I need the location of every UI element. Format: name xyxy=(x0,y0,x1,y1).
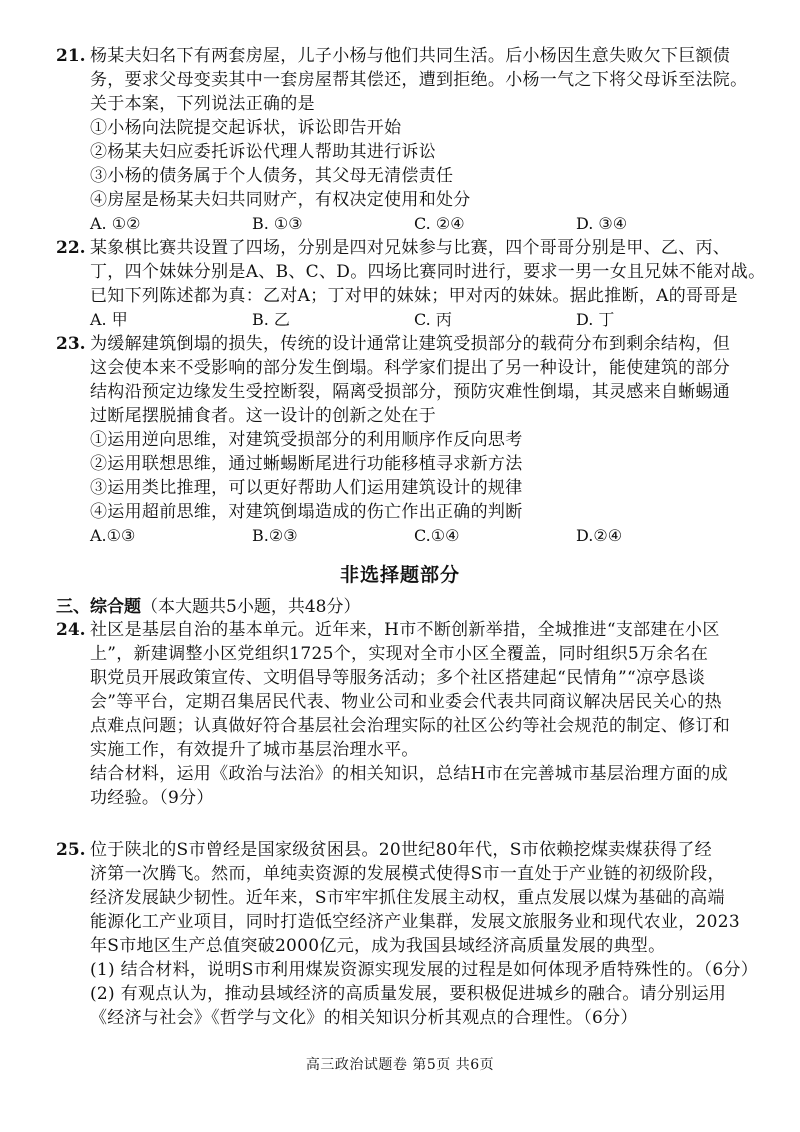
page-footer: 高三政治试题卷 第5页 共6页 xyxy=(305,1057,495,1073)
statement: ②运用联想思维，通过蜥蜴断尾进行功能移植寻求新方法 xyxy=(90,454,523,474)
statement: ①运用逆向思维，对建筑受损部分的利用顺序作反向思考 xyxy=(90,430,523,450)
question-line: 会”等平台，定期召集居民代表、物业公司和业委会代表共同商议解决居民关心的热 xyxy=(90,692,722,712)
question-line: 关于本案，下列说法正确的是 xyxy=(90,94,315,114)
choice-a: A.①③ xyxy=(90,526,136,545)
choice-c: C. ②④ xyxy=(414,214,465,233)
question-line: 杨某夫妇名下有两套房屋，儿子小杨与他们共同生活。后小杨因生意失败欠下巨额债 xyxy=(90,46,731,66)
choice-b: B. 乙 xyxy=(252,310,290,329)
question-line: 职党员开展政策宣传、文明倡导等服务活动；多个社区搭建起“民情角”“凉亭恳谈 xyxy=(90,668,706,688)
choice-d: D. 丁 xyxy=(576,310,615,329)
question-line: 某象棋比赛共设置了四场，分别是四对兄妹参与比赛，四个哥哥分别是甲、乙、丙、 xyxy=(90,238,731,258)
question-number: 25. xyxy=(56,840,86,860)
question-line: 这会使本来不受影响的部分发生倒塌。科学家们提出了另一种设计，能使建筑的部分 xyxy=(90,358,731,378)
question-25 xyxy=(56,838,766,1030)
part-note: （本大题共5小题，共48分） xyxy=(141,597,361,617)
sub-question: 《经济与社会》《哲学与文化》的相关知识分析其观点的合理性。（6分） xyxy=(90,1008,638,1028)
answer-choices xyxy=(56,524,766,548)
question-23 xyxy=(56,332,766,548)
question-line: 实施工作，有效提升了城市基层治理水平。 xyxy=(90,740,419,760)
statement: ③小杨的债务属于个人债务，其父母无清偿责任 xyxy=(90,166,454,186)
question-line: 年S市地区生产总值突破2000亿元，成为我国县域经济高质量发展的典型。 xyxy=(90,936,666,956)
question-line: 济第一次腾飞。然而，单纯卖资源的发展模式使得S市一直处于产业链的初级阶段， xyxy=(90,864,725,884)
question-line: 位于陕北的S市曾经是国家级贫困县。20世纪80年代，S市依赖挖煤卖煤获得了经 xyxy=(90,840,712,860)
question-line: 务，要求父母变卖其中一套房屋帮其偿还，遭到拒绝。小杨一气之下将父母诉至法院。 xyxy=(90,70,748,90)
answer-choices xyxy=(56,212,766,236)
statement: ④运用超前思维，对建筑倒塌造成的伤亡作出正确的判断 xyxy=(90,502,523,522)
question-line: 点难点问题；认真做好符合基层社会治理实际的社区公约等社会规范的制定、修订和 xyxy=(90,716,731,736)
part-label: 三、综合题 xyxy=(56,597,141,617)
question-number: 23. xyxy=(56,334,86,354)
statement: ①小杨向法院提交起诉状，诉讼即告开始 xyxy=(90,118,402,138)
choice-d: D.②④ xyxy=(576,526,623,545)
question-line: 已知下列陈述都为真：乙对A；丁对甲的妹妹；甲对丙的妹妹。据此推断，A的哥哥是 xyxy=(90,286,738,306)
section-title: 非选择题部分 xyxy=(339,564,460,586)
question-number: 24. xyxy=(56,620,86,640)
statement: ③运用类比推理，可以更好帮助人们运用建筑设计的规律 xyxy=(90,478,523,498)
statement: ②杨某夫妇应委托诉讼代理人帮助其进行诉讼 xyxy=(90,142,436,162)
question-line: 上”，新建调整小区党组织1725个，实现对全市小区全覆盖，同时组织5万余名在 xyxy=(90,644,709,664)
sub-question: (2) 有观点认为，推动县域经济的高质量发展，要积极促进城乡的融合。请分别运用 xyxy=(90,984,727,1004)
choice-a: A. 甲 xyxy=(90,310,128,329)
question-line: 结构沿预定边缘发生受控断裂，隔离受损部分，预防灾难性倒塌，其灵感来自蜥蜴通 xyxy=(90,382,731,402)
choice-c: C.①④ xyxy=(414,526,460,545)
question-21 xyxy=(56,44,766,236)
choice-a: A. ①② xyxy=(90,214,141,233)
question-number: 22. xyxy=(56,238,86,258)
question-22 xyxy=(56,236,766,332)
question-line: 能源化工产业项目，同时打造低空经济产业集群，发展文旅服务业和现代农业，2023 xyxy=(90,912,740,932)
question-number: 21. xyxy=(56,46,86,66)
answer-choices xyxy=(56,308,766,332)
choice-b: B. ①③ xyxy=(252,214,303,233)
question-line: 丁，四个妹妹分别是A、B、C、D。四场比赛同时进行，要求一男一女且兄妹不能对战。 xyxy=(90,262,766,282)
question-line: 社区是基层自治的基本单元。近年来，H市不断创新举措，全城推进“支部建在小区 xyxy=(90,620,720,640)
task-line: 结合材料，运用《政治与法治》的相关知识，总结H市在完善城市基层治理方面的成 xyxy=(90,764,728,784)
statement: ④房屋是杨某夫妇共同财产，有权决定使用和处分 xyxy=(90,190,471,210)
sub-question: (1) 结合材料，说明S市利用煤炭资源实现发展的过程是如何体现矛盾特殊性的。（6分） xyxy=(90,960,759,980)
choice-c: C. 丙 xyxy=(414,310,452,329)
task-line: 功经验。（9分） xyxy=(90,788,214,808)
question-24 xyxy=(56,618,766,810)
part-heading xyxy=(56,592,360,617)
question-line: 为缓解建筑倒塌的损失，传统的设计通常让建筑受损部分的载荷分布到剩余结构，但 xyxy=(90,334,731,354)
question-line: 过断尾摆脱捕食者。这一设计的创新之处在于 xyxy=(90,406,436,426)
choice-b: B.②③ xyxy=(252,526,298,545)
choice-d: D. ③④ xyxy=(576,214,628,233)
question-line: 经济发展缺少韧性。近年来，S市牢牢抓住发展主动权，重点发展以煤为基础的高端 xyxy=(90,888,725,908)
